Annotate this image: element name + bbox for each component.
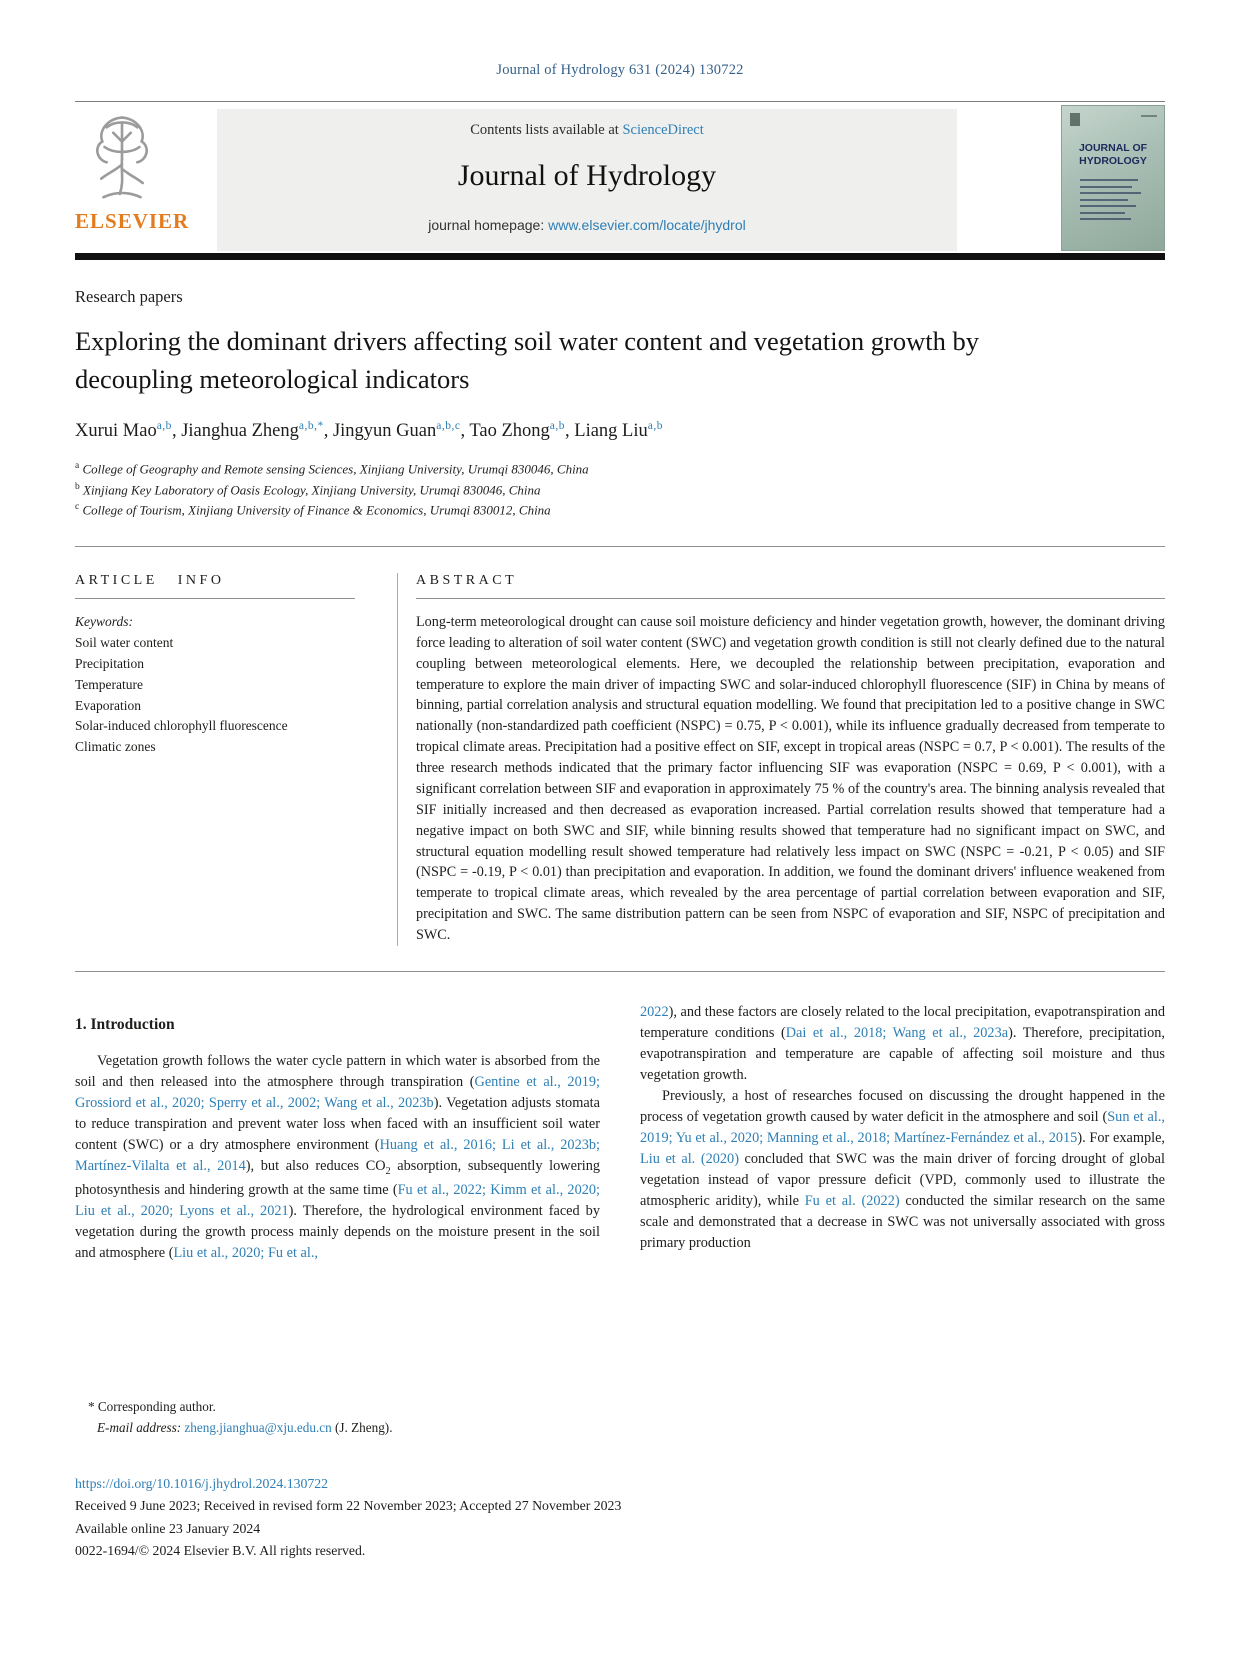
body-text: Vegetation growth follows the water cycle pattern in which water is absorbed from the soil and then released into the atmosphere through transpiration ( [75,1052,600,1090]
sciencedirect-link[interactable]: ScienceDirect [622,122,704,138]
article-info-column [75,573,355,946]
section-divider [75,971,1165,972]
header-top-rule [75,101,1165,102]
contents-line [217,109,957,139]
homepage-prefix: journal homepage: [428,217,549,233]
body-text: ), but also reduces CO [245,1157,386,1174]
affiliation-text: College of Tourism, Xinjiang University of Finance & Economics, Urumqi 830012, China [79,502,551,518]
cover-journal-title: JOURNAL OF HYDROLOGY [1078,142,1148,167]
body-text: ). Vegetation adjusts stomata to reduce transpiration and prevent water loss when faced with an insufficient soil water content (SWC) or a dry atmosphere environment ( [75,1094,600,1153]
info-abstract-section [75,573,1165,946]
keywords-block [75,612,355,758]
elsevier-logo-text: ELSEVIER [75,209,190,233]
homepage-line [217,217,957,233]
cover-editor-list [1080,179,1146,220]
body-text: ). For example, [1077,1129,1165,1146]
body-text: Previously, a host of researches focused on discussing the drought happened in the process of vegetation growth caused by water deficit in the atmosphere and soil ( [640,1087,1165,1125]
journal-title: Journal of Hydrology [457,159,717,192]
abstract-rule [416,598,1165,599]
journal-banner [217,109,957,251]
running-head-citation: Journal of Hydrology 631 (2024) 130722 [496,62,744,78]
contents-prefix: Contents lists available at [470,122,623,138]
citation-link[interactable]: Huang et al., 2016; Li et al., 2023b; Martínez-Vilalta et al., 2014 [75,1136,600,1174]
citation-link[interactable]: Gentine et al., 2019; Grossiord et al., 2020; Sperry et al., 2002; Wang et al., 2023b [75,1073,600,1111]
corresponding-author-line: * Corresponding author. [88,1399,216,1414]
body-text: concluded that SWC was the main driver of forcing drought of global vegetation instead of vapor pressure deficit (VPD, commonly used to illustrate the atmospheric aridity), while [640,1150,1165,1210]
introduction-heading: 1. Introduction [75,1015,175,1033]
abstract-text: Long-term meteorological drought can cause soil moisture deficiency and hinder vegetation growth, however, the dominant driving force leading to alteration of soil water content (SWC) and vegetation growth condition is still not clearly defined due to the natural coupling between meteorological elements. Here, we decoupled the relationship between precipitation, evaporation and temperature to explore the main driver of impacting SWC and solar-induced chlorophyll fluorescence (SIF) in China by means of binning, partial correlation analysis and structural equation modelling. We found that precipitation led to a positive change in SWC nationally (non-standardized path coefficient (NSPC) = 0.75, P < 0.001), while its influence gradually decreased from temperate to tropical climate areas. Precipitation had a positive effect on SIF, except in tropical areas (NSPC = 0.7, P < 0.001). The results of the three research methods indicated that the primary factor influencing SIF was evaporation (NSPC = 0.69, P < 0.001), with a significant correlation between SIF and evaporation in approximately 75 % of the country's area. The binning analysis revealed that SIF initially increased and then decreased as evaporation increased. Partial correlation results showed that temperature had a negative impact on both SWC and SIF, while binning results showed that temperature had no significant impact on SWC, and structural equation modelling result showed temperature had relatively less impact on SWC (NSPC = -0.21, P < 0.05) and SIF (NSPC = -0.19, P < 0.01) than precipitation and evaporation. In addition, we found the dominant drivers' influence weakened from temperate to tropical climate areas, which revealed by the area percentage of partial correlation between evaporation and SIF, precipitation and SWC. The same distribution pattern can be seen from NSPC of evaporation and SIF, NSPC of precipitation and SWC. [416,613,1165,943]
citation-link[interactable]: Fu et al., 2022; Kimm et al., 2020; Liu et al., 2020; Lyons et al., 2021 [75,1181,600,1219]
affiliation-sup: c [75,502,80,513]
author-name: , Tao Zhong [460,421,550,442]
author-sup: a,b,* [298,420,324,433]
citation-link[interactable]: Dai et al., 2018; Wang et al., 2023a [785,1024,1009,1041]
body-text: 2 [385,1165,391,1177]
affiliation-line [75,500,1165,520]
body-text: ). Therefore, precipitation, evapotranspiration and temperature are capable of affecting soil moisture and thus vegetation growth. [640,1024,1166,1083]
citation-link[interactable]: Sun et al., 2019; Yu et al., 2020; Manning et al., 2018; Martínez-Fernández et al., 2015 [640,1108,1165,1146]
affiliation-line [75,459,1165,479]
authors-line [75,420,1165,442]
affiliation-sup: b [75,481,80,492]
elsevier-tree-icon [81,111,163,207]
body-text-section [75,1002,1165,1264]
affiliations [75,459,1165,520]
citation-link[interactable]: Liu et al. (2020) [640,1150,739,1167]
author-sup: a,b [647,420,663,433]
author-name: , Jingyun Guan [323,421,437,442]
affiliation-line [75,480,1165,500]
body-text: (J. Zheng). [331,1420,393,1436]
article-footer [75,1473,621,1562]
email-line [75,1417,393,1438]
author-name: , Liang Liu [565,421,648,442]
author-sup: a,b,c [436,420,461,433]
copyright-line: 0022-1694/© 2024 Elsevier B.V. All rights reserved. [75,1543,366,1559]
article-type-label: Research papers [75,287,183,306]
body-column-right [640,1002,1165,1264]
email-label: E-mail address: [97,1420,185,1436]
header-black-bar [75,253,1165,260]
journal-header [75,101,1165,253]
citation-link[interactable]: Fu et al. (2022) [804,1193,900,1210]
keyword: Soil water content [75,634,174,650]
doi-link[interactable]: https://doi.org/10.1016/j.jhydrol.2024.130722 [75,1476,329,1491]
keyword: Evaporation [75,697,141,713]
article-info-heading: ARTICLE INFO [75,572,225,588]
keywords-label: Keywords: [75,613,133,629]
email-link[interactable]: zheng.jianghua@xju.edu.cn [184,1420,332,1436]
affiliation-sup: a [75,461,80,472]
journal-cover-thumbnail [1061,105,1165,251]
introduction-paragraph [640,1002,1165,1086]
article-info-rule [75,598,355,599]
affiliation-text: Xinjiang Key Laboratory of Oasis Ecology, Xinjiang University, Urumqi 830046, China [79,482,541,498]
author-name: , Jianghua Zheng [171,421,299,442]
corresponding-author-footnote [75,1396,393,1438]
cover-publisher-mark-icon [1070,113,1080,126]
introduction-paragraph [75,1051,600,1264]
keyword: Precipitation [75,655,144,671]
keyword: Solar-induced chlorophyll fluorescence [75,718,288,734]
affiliation-text: College of Geography and Remote sensing Sciences, Xinjiang University, Urumqi 830046, China [79,461,589,477]
abstract-heading: ABSTRACT [416,572,518,588]
keyword: Temperature [75,676,144,692]
paper-title: Exploring the dominant drivers affecting soil water content and vegetation growth by decoupling meteorological indicators [75,326,979,395]
author-sup: a,b [549,420,566,433]
body-text: ). Therefore, the hydrological environment faced by vegetation during the growth process mainly depends on the moisture present in the soil and atmosphere ( [75,1202,600,1261]
body-text: ), and these factors are closely related to the local precipitation, evapotranspiration and temperature conditions ( [640,1003,1165,1041]
received-dates: Received 9 June 2023; Received in revised form 22 November 2023; Accepted 27 November 2023 [75,1498,622,1514]
introduction-paragraph [640,1086,1165,1254]
keyword: Climatic zones [75,739,156,755]
body-text: absorption, subsequently lowering photosynthesis and hindering growth at the same time ( [75,1157,600,1198]
section-divider [75,546,1165,547]
abstract-column [397,573,1165,946]
body-text: conducted the similar research on the same scale and demonstrated that a decrease in SWC was not universally associated with gross primary production [640,1193,1165,1252]
available-online: Available online 23 January 2024 [75,1520,261,1536]
homepage-url-link[interactable]: www.elsevier.com/locate/jhydrol [548,217,746,233]
citation-link[interactable]: Liu et al., 2020; Fu et al., [173,1244,318,1261]
citation-link[interactable]: 2022 [640,1003,669,1020]
author-name: Xurui Mao [75,421,157,442]
cover-issue-text [1141,115,1157,117]
body-column-left [75,1002,600,1264]
author-sup: a,b [156,420,172,433]
elsevier-logo [75,111,207,251]
